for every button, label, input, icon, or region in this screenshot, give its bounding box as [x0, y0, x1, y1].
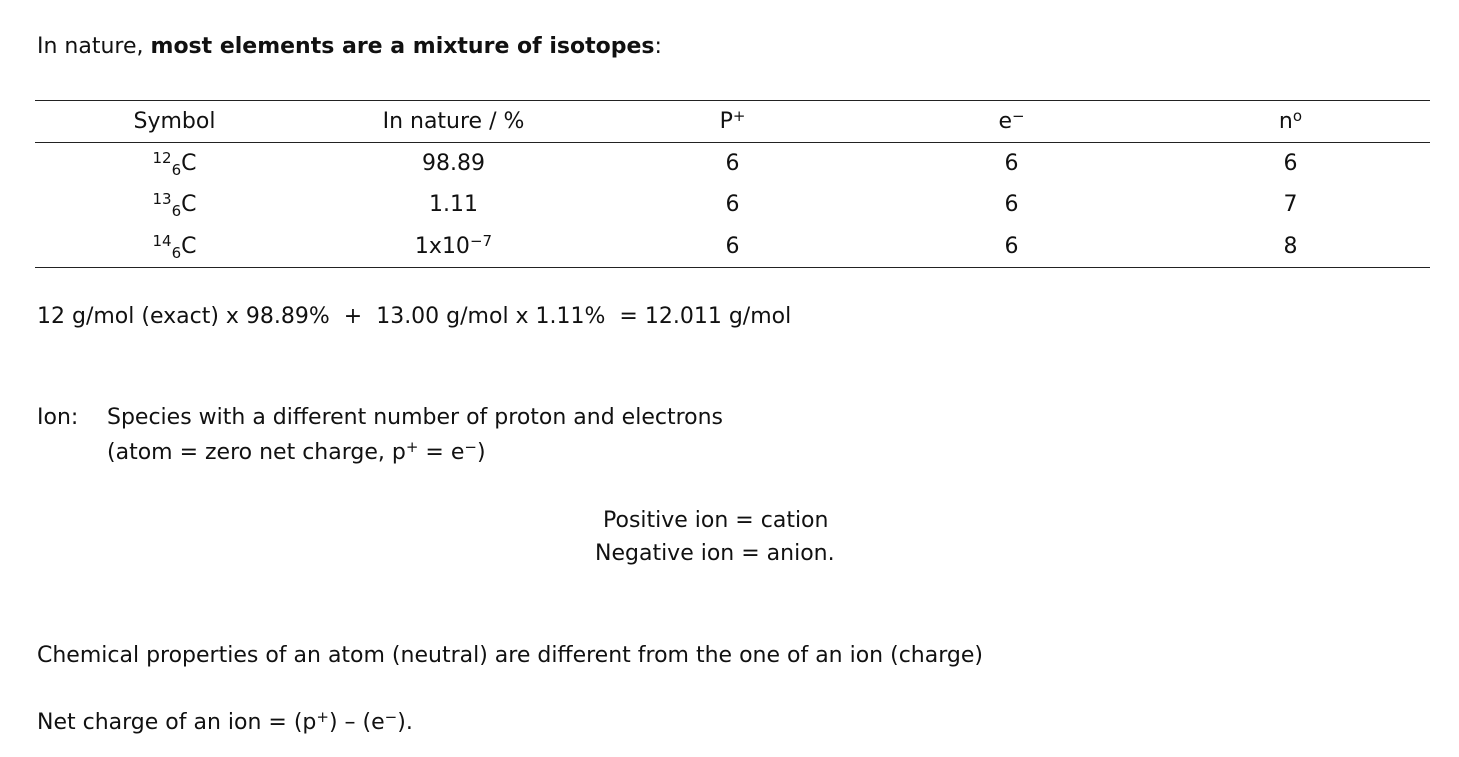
- abundance-value: 98.89: [422, 151, 485, 176]
- neutrons-cell: 8: [1151, 225, 1430, 268]
- anion-definition: Negative ion = anion.: [595, 541, 835, 566]
- intro-prefix: In nature,: [37, 34, 151, 59]
- intro-sentence: [37, 36, 662, 58]
- atomic-number: 6: [171, 161, 182, 179]
- header-neutrons-sup: o: [1292, 107, 1303, 125]
- net-charge-middle: ) – (e: [328, 710, 385, 735]
- protons-cell: 6: [725, 151, 740, 176]
- header-electrons-base: e: [998, 109, 1012, 134]
- isotope-symbol: [35, 143, 314, 185]
- mass-number: 14: [152, 231, 172, 250]
- cation-definition: Positive ion = cation: [603, 508, 829, 533]
- abundance-exponent: −7: [469, 231, 493, 250]
- intro-emphasis: most elements are a mixture of isotopes: [150, 34, 655, 59]
- mass-number: 12: [152, 149, 172, 167]
- net-charge-p-sup: +: [316, 708, 329, 726]
- ion-note-mid: = e: [418, 440, 465, 465]
- table-row: [35, 225, 1430, 268]
- element-symbol: C: [181, 192, 197, 217]
- ion-definition: Species with a different number of proton and electrons: [107, 405, 724, 430]
- isotope-table: [35, 100, 1430, 268]
- abundance-cell: [314, 225, 593, 268]
- isotope-symbol: [35, 225, 314, 268]
- abundance-cell: [314, 143, 593, 185]
- header-protons-base: P: [719, 109, 733, 134]
- electrons-cell: 6: [872, 225, 1151, 268]
- chemical-properties-statement: Chemical properties of an atom (neutral) are different from the one of an ion (charge): [37, 643, 983, 668]
- header-electrons: [872, 101, 1151, 143]
- ion-note: [107, 438, 486, 465]
- abundance-value: 1.11: [429, 192, 478, 217]
- ion-note-e-sup: −: [464, 438, 477, 456]
- neutrons-cell: 7: [1283, 192, 1298, 217]
- average-mass-calculation: 12 g/mol (exact) x 98.89% + 13.00 g/mol x 1.11% = 12.011 g/mol: [37, 304, 792, 329]
- intro-suffix: :: [654, 34, 662, 59]
- ion-note-suffix: ): [476, 440, 486, 465]
- header-neutrons: [1151, 101, 1430, 143]
- table-row: [35, 184, 1430, 225]
- ion-note-prefix: (atom = zero net charge, p: [107, 440, 406, 465]
- abundance-cell: [314, 184, 593, 225]
- header-protons: [593, 101, 872, 143]
- header-symbol: Symbol: [35, 101, 314, 143]
- header-electrons-sup: −: [1011, 107, 1025, 125]
- net-charge-prefix: Net charge of an ion = (p: [37, 710, 317, 735]
- net-charge-formula: [37, 708, 413, 735]
- protons-cell: 6: [725, 192, 740, 217]
- electrons-cell: 6: [1004, 192, 1019, 217]
- table-row: [35, 143, 1430, 185]
- header-protons-sup: +: [732, 107, 746, 125]
- element-symbol: C: [181, 233, 197, 259]
- element-symbol: C: [181, 151, 197, 176]
- isotope-symbol: [35, 184, 314, 225]
- header-in-nature: In nature / %: [314, 101, 593, 143]
- header-neutrons-base: n: [1278, 109, 1293, 134]
- table-header-row: [35, 101, 1430, 143]
- net-charge-e-sup: −: [384, 708, 398, 726]
- net-charge-suffix: ).: [397, 710, 413, 735]
- ion-label: Ion:: [37, 405, 79, 430]
- neutrons-cell: 6: [1283, 151, 1298, 176]
- abundance-value: 1x10: [414, 233, 470, 259]
- atomic-number: 6: [171, 202, 182, 220]
- electrons-cell: 6: [1004, 151, 1019, 176]
- mass-number: 13: [152, 190, 172, 208]
- protons-cell: 6: [593, 225, 872, 268]
- atomic-number: 6: [171, 243, 182, 262]
- ion-note-p-sup: +: [405, 438, 419, 456]
